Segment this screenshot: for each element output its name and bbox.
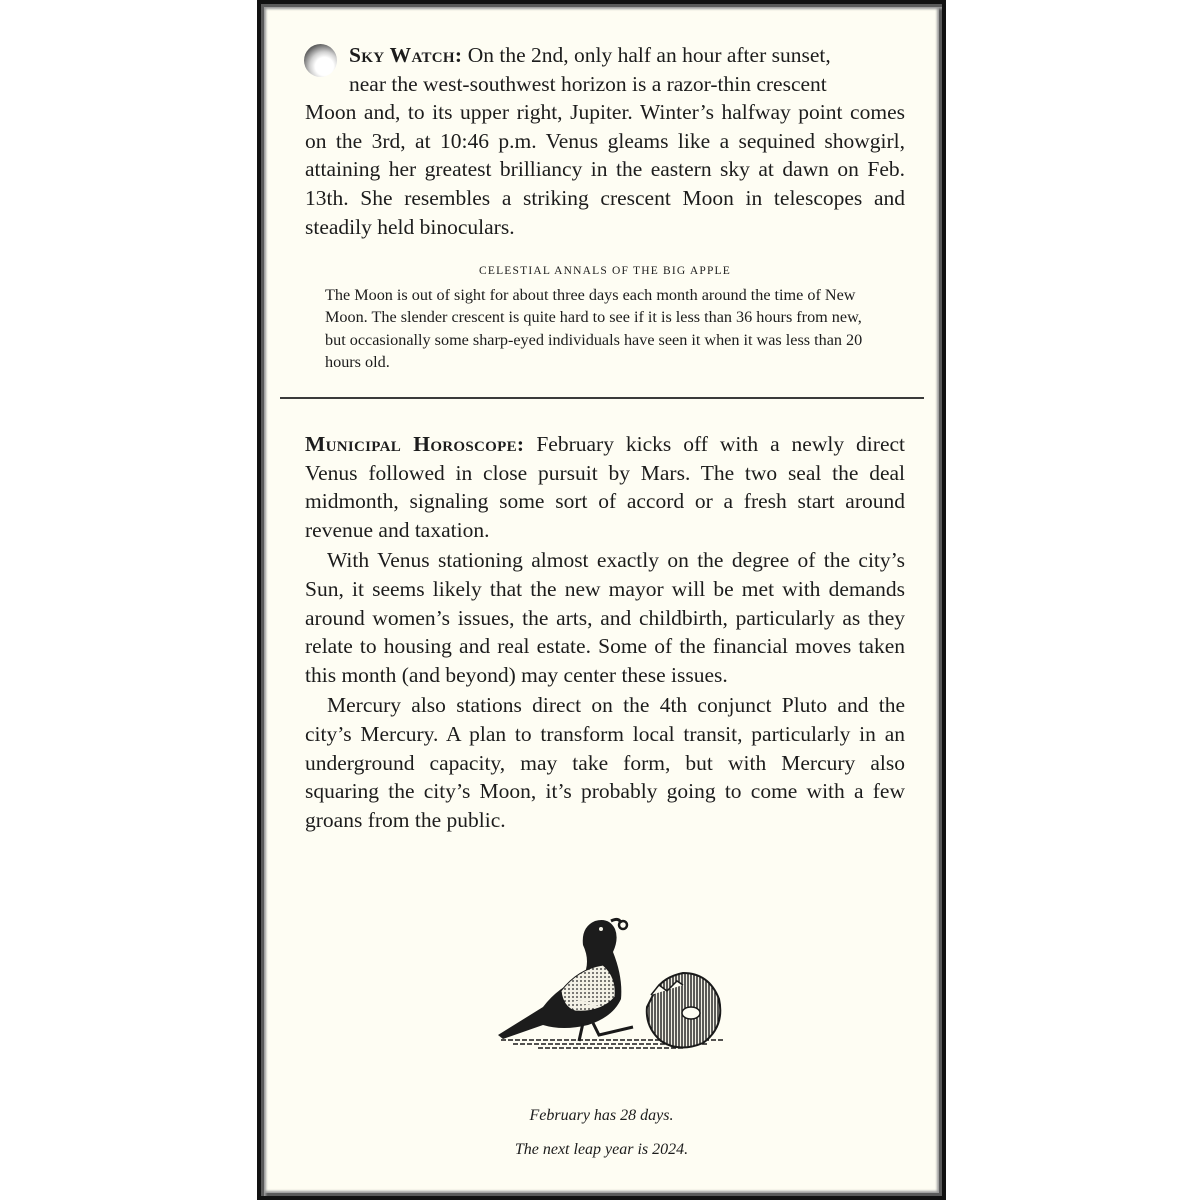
celestial-annals-heading: CELESTIAL ANNALS OF THE BIG APPLE [478,265,732,277]
sky-watch-body: Moon and, to its upper right, Jupiter. Winter’s halfway point comes on the 3rd, at 10:46 p.m. Venus gleams like a sequined showgirl, attaining her greatest brilliancy in the eastern sky at dawn on Feb. 13th. She resembles a striking crescent Moon in telescopes and steadily held binoculars. [305,100,905,239]
leap-year-note: The next leap year is 2024. [514,1141,689,1158]
calendar-page [257,0,946,1200]
horoscope-paragraph-1-text: February kicks off with a newly direct Venus followed in close pursuit by Mars. The two seal the deal midmonth, signaling some sort of accord or a fresh start around revenue and taxation. [305,432,906,542]
page-content [261,4,942,1196]
horoscope-paragraph-1 [305,430,905,544]
february-days-note: February has 28 days. [529,1107,674,1124]
celestial-annals-text: The Moon is out of sight for about three days each month around the time of New Moon. The slender crescent is quite hard to see if it is less than 36 hours from new, but occasionally some sharp-eyed individuals have seen it when it was less than 20 hours old. [325,286,863,371]
horoscope-paragraph-2: With Venus stationing almost exactly on the degree of the city’s Sun, it seems likely that the new mayor will be met with demands around women’s issues, the arts, and childbirth, particularly as they relate to housing and real estate. Some of the financial moves taken this month (and beyond) may center these issues. [305,548,905,687]
municipal-horoscope-section [305,430,905,834]
horoscope-paragraph-3: Mercury also stations direct on the 4th conjunct Pluto and the city’s Mercury. A plan to transform local transit, particularly in an underground capacity, may take form, but with Mercury also squaring the city’s Moon, it’s probably going to come with a few groans from the public. [305,693,905,832]
sky-watch-heading: Sky Watch: [349,43,463,67]
sky-watch-section [305,41,905,241]
sky-watch-line-2: near the west-southwest horizon is a razor-thin crescent [349,71,827,96]
pigeon-with-bagel-illustration [483,907,733,1057]
sky-watch-line-1: On the 2nd, only half an hour after sunset, [467,43,831,67]
municipal-horoscope-heading: Municipal Horoscope: [305,432,525,456]
sky-watch-first-lines [305,41,905,98]
section-divider [280,397,924,399]
